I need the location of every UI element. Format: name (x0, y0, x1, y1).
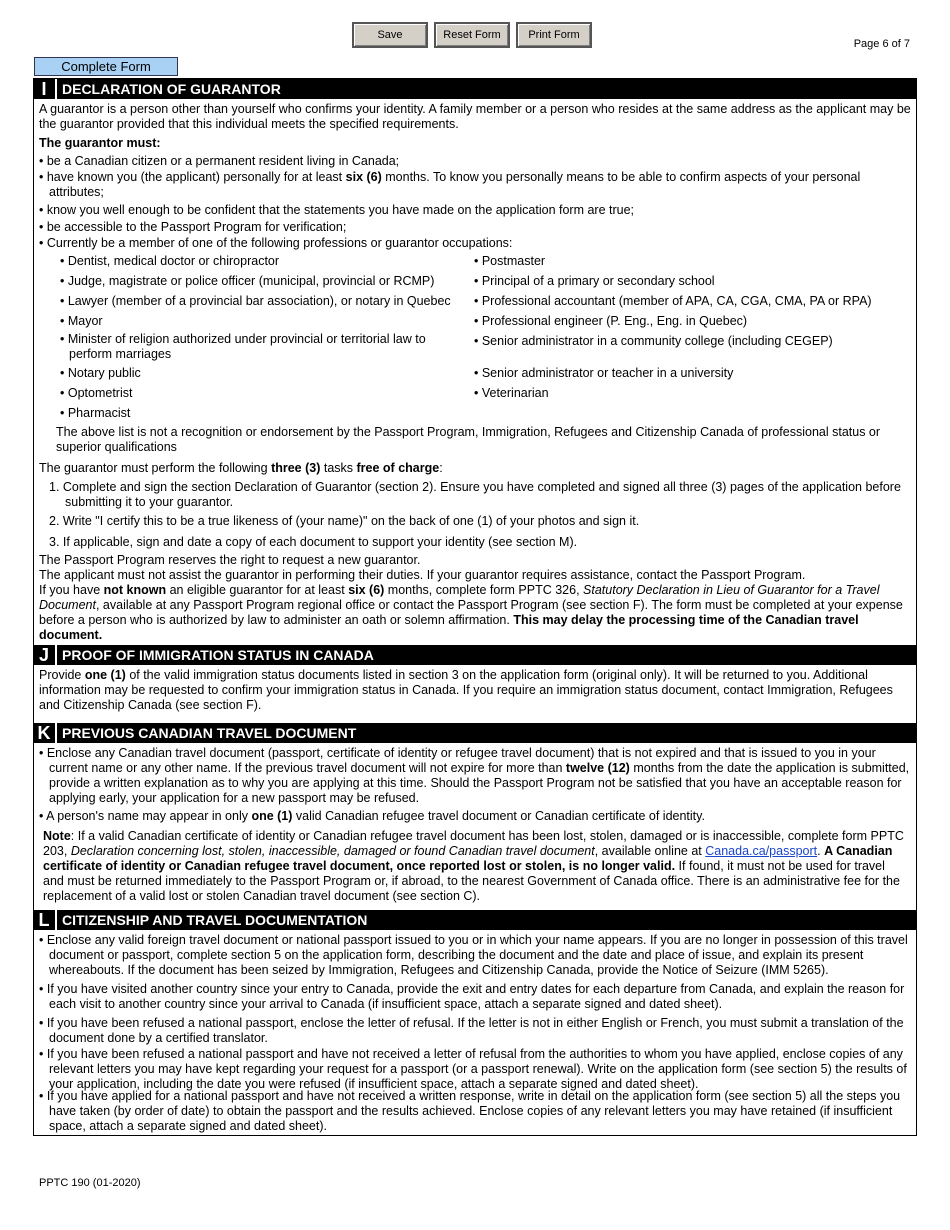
profession-item: • Veterinarian (474, 386, 549, 400)
section-l-header (33, 910, 917, 930)
print-form-button[interactable]: Print Form (516, 22, 592, 48)
profession-item: • Professional accountant (member of APA, CA, CGA, CMA, PA or RPA) (474, 294, 872, 308)
not-known-note: If you have not known an eligible guarantor for at least six (6) months, complete form PPTC 326, Statutory Declaration in Lieu of Guarantor for a Travel Document, available at any Passport Program regional office or contact the Passport Program (see section F). The form must be completed at your expense before a person who is authorized by law to administer an oath or solemn affirmation. This may delay the processing time of the Canadian travel document. (39, 583, 903, 642)
profession-item: • Senior administrator or teacher in a university (474, 366, 734, 380)
citizenship-item: • If you have been refused a national passport, enclose the letter of refusal. If the letter is not in either English or French, you must submit a translation of the document done by a certified translator. (39, 1016, 904, 1045)
section-title: CITIZENSHIP AND TRAVEL DOCUMENTATION (62, 912, 368, 928)
reserve-note: The Passport Program reserves the right to request a new guarantor. (39, 553, 421, 567)
travel-doc-note: Note: If a valid Canadian certificate of identity or Canadian refugee travel document has been lost, stolen, damaged or is inaccessible, complete form PPTC 203, Declaration concerning lost, stolen, inaccessible, damaged or found Canadian travel document, available online at Canada.ca/passport. A Canadian certificate of identity or Canadian refugee travel document, once reported lost or stolen, is no longer valid. If found, it must not be used for travel and must be returned immediately to the Passport Program or, if abroad, to the nearest Government of Canada office. There is an administrative fee for the replacement of a valid lost or stolen Canadian travel document (see section C). (43, 829, 904, 903)
section-i-header (33, 79, 917, 99)
save-button[interactable]: Save (352, 22, 428, 48)
requirement-item: • know you well enough to be confident that the statements you have made on the application form are true; (39, 203, 635, 217)
immigration-status-text: Provide one (1) of the valid immigration status documents listed in section 3 on the application form (original only). It will be returned to you. Additional information may be requested to confirm your immigration status in Canada. If you require an immigration status document, contact Immigration, Refugees and Citizenship Canada (see section F). (39, 668, 893, 712)
requirement-item: • have known you (the applicant) personally for at least six (6) months. To know you personally means to be able to confirm aspects of your personal attributes; (39, 170, 861, 199)
citizenship-item: • If you have visited another country since your entry to Canada, provide the exit and entry dates for each departure from Canada, and explain the reason for each visit to another country since your arrival to Canada (if insufficient space, attach a separate signed and dated sheet). (39, 982, 905, 1011)
tasks-intro: The guarantor must perform the following three (3) tasks free of charge: (39, 461, 443, 475)
profession-item: • Professional engineer (P. Eng., Eng. in Quebec) (474, 314, 748, 328)
reset-form-button[interactable]: Reset Form (434, 22, 510, 48)
profession-item: • Notary public (60, 366, 141, 380)
travel-doc-item: • A person's name may appear in only one (1) valid Canadian refugee travel document or Canadian certificate of identity. (39, 809, 705, 823)
section-title: PREVIOUS CANADIAN TRAVEL DOCUMENT (62, 725, 357, 741)
professions-disclaimer: The above list is not a recognition or endorsement by the Passport Program, Immigration, Refugees and Citizenship Canada of professional status or superior qualifications (56, 425, 881, 454)
profession-item: • Optometrist (60, 386, 133, 400)
section-k-header (33, 723, 917, 743)
profession-item: • Postmaster (474, 254, 546, 268)
profession-item: • Lawyer (member of a provincial bar association), or notary in Quebec (60, 294, 451, 308)
profession-item: • Senior administrator in a community college (including CEGEP) (474, 334, 833, 348)
profession-item: • Judge, magistrate or police officer (municipal, provincial or RCMP) (60, 274, 435, 288)
page-number: Page 6 of 7 (853, 38, 910, 50)
citizenship-item: • If you have been refused a national passport and have not received a letter of refusal from the authorities to whom you have applied, enclose copies of any relevant letters you may have kept regarding your request for a passport (or a passport renewal). Write on the application form (see section 5) the results of your application, including the date you were refused (if insufficient space, attach a separate signed and dated sheet). (39, 1047, 907, 1091)
profession-item: • Principal of a primary or secondary school (474, 274, 715, 288)
toolbar (352, 22, 592, 48)
form-code-footer: PPTC 190 (01-2020) (39, 1177, 141, 1189)
canada-passport-link[interactable]: Canada.ca/passport (705, 844, 818, 858)
section-title: PROOF OF IMMIGRATION STATUS IN CANADA (62, 647, 374, 663)
complete-form-tab[interactable]: Complete Form (34, 57, 178, 76)
guarantor-must-heading: The guarantor must: (39, 136, 161, 150)
task-item: 1. Complete and sign the section Declaration of Guarantor (section 2). Ensure you have completed and signed all three (3) pages of the application before submitting it to your guarantor. (49, 480, 901, 509)
section-letter: L (33, 910, 57, 930)
requirement-item: • Currently be a member of one of the following professions or guarantor occupations: (39, 236, 513, 250)
profession-item: • Minister of religion authorized under provincial or territorial law to perform marriages (60, 332, 426, 361)
section-title: DECLARATION OF GUARANTOR (62, 81, 281, 97)
travel-doc-item: • Enclose any Canadian travel document (passport, certificate of identity or refugee travel document) that is not expired and that is issued to you in your current name or any other name. If the previous travel document will not expire for more than twelve (12) months from the date the application is submitted, provide a written explanation as to why you are applying at this time. Should the Passport Program not be satisfied that you have an acceptable reason for applying early, your application for a new passport may be refused. (39, 746, 910, 805)
requirement-item: • be a Canadian citizen or a permanent resident living in Canada; (39, 154, 400, 168)
section-letter: J (33, 645, 57, 665)
section-letter: K (33, 723, 57, 743)
task-item: 3. If applicable, sign and date a copy of each document to support your identity (see section M). (49, 535, 578, 549)
profession-item: • Dentist, medical doctor or chiropractor (60, 254, 280, 268)
section-letter: I (33, 79, 57, 99)
assist-note: The applicant must not assist the guarantor in performing their duties. If your guarantor requires assistance, contact the Passport Program. (39, 568, 806, 582)
task-item: 2. Write "I certify this to be a true likeness of (your name)" on the back of one (1) of your photos and sign it. (49, 514, 640, 528)
citizenship-item: • Enclose any valid foreign travel document or national passport issued to you or in which your name appears. If you are no longer in possession of this travel document or passport, complete section 5 on the application form, describing the document and the date and place of issue, and explain its present whereabouts. If the document has been seized by Immigration, Refugees and Citizenship Canada, provide the Notice of Seizure (IMM 5265). (39, 933, 908, 977)
profession-item: • Mayor (60, 314, 103, 328)
section-j-header (33, 645, 917, 665)
citizenship-item: • If you have applied for a national passport and have not received a written response, write in detail on the application form (see section 5) all the steps you have taken (by order of date) to obtain the passport and the results achieved. Enclose copies of any relevant letters you may have retained (if insufficient space, attach a separate signed and dated sheet). (39, 1089, 901, 1133)
guarantor-intro: A guarantor is a person other than yourself who confirms your identity. A family member or a person who resides at the same address as the applicant may be the guarantor provided that this individual meets the specified requirements. (39, 102, 911, 131)
profession-item: • Pharmacist (60, 406, 131, 420)
requirement-item: • be accessible to the Passport Program for verification; (39, 220, 347, 234)
